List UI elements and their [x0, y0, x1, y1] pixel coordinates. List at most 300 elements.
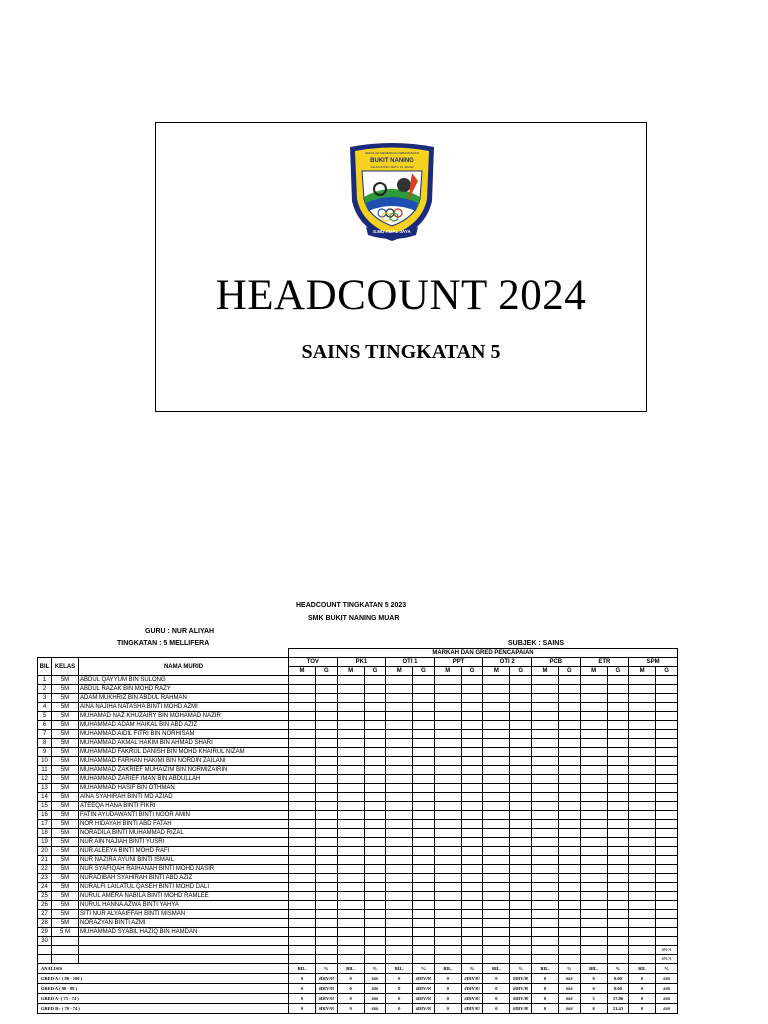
- analysis-value: ###: [558, 974, 580, 984]
- analysis-pct-header: %: [364, 964, 386, 974]
- score-cell: [607, 703, 629, 712]
- blank-cell: [531, 955, 558, 964]
- score-cell: [364, 721, 386, 730]
- student-name: AINA SYAHIRAH BINTI MD AZIAD: [79, 793, 289, 802]
- score-cell: [337, 712, 364, 721]
- score-cell: [316, 757, 338, 766]
- score-cell: [364, 694, 386, 703]
- score-cell: [580, 721, 607, 730]
- score-cell: [461, 919, 483, 928]
- score-cell: [386, 874, 413, 883]
- analysis-value: #DIV/0!: [510, 1004, 532, 1014]
- score-cell: [434, 928, 461, 937]
- score-cell: [656, 892, 678, 901]
- score-cell: [629, 712, 656, 721]
- student-kelas: 5M: [52, 775, 79, 784]
- score-cell: [510, 919, 532, 928]
- student-kelas: 5M: [52, 739, 79, 748]
- score-cell: [461, 829, 483, 838]
- student-kelas: 5M: [52, 712, 79, 721]
- score-cell: [629, 847, 656, 856]
- student-kelas: 5M: [52, 838, 79, 847]
- score-cell: [483, 802, 510, 811]
- score-cell: [413, 901, 435, 910]
- score-cell: [461, 802, 483, 811]
- student-name: ADAM MUKHRIZ BIN ABDUL RAHMAN: [79, 694, 289, 703]
- score-cell: [558, 919, 580, 928]
- score-cell: [558, 829, 580, 838]
- score-cell: [483, 901, 510, 910]
- score-cell: [364, 820, 386, 829]
- score-cell: [580, 865, 607, 874]
- student-kelas: 5M: [52, 766, 79, 775]
- score-cell: [558, 694, 580, 703]
- cover-subtitle: SAINS TINGKATAN 5: [301, 341, 501, 363]
- score-cell: [656, 838, 678, 847]
- blank-cell: [289, 955, 316, 964]
- student-kelas: 5M: [52, 694, 79, 703]
- analysis-row: [38, 984, 678, 994]
- student-name: NUR AIN NAJIAH BINTI YUSRI: [79, 838, 289, 847]
- score-cell: [580, 928, 607, 937]
- score-cell: [558, 676, 580, 685]
- analysis-value: #DIV/0!: [316, 974, 338, 984]
- score-cell: [483, 874, 510, 883]
- score-cell: [656, 883, 678, 892]
- score-cell: [558, 766, 580, 775]
- score-cell: [656, 676, 678, 685]
- blank-cell: [434, 955, 461, 964]
- analysis-value: ###: [364, 1004, 386, 1014]
- analysis-value: 0: [629, 974, 656, 984]
- analysis-pct-header: %: [510, 964, 532, 974]
- score-cell: [413, 928, 435, 937]
- analysis-value: 0: [386, 974, 413, 984]
- analysis-value: 0: [289, 984, 316, 994]
- table-row: [38, 676, 678, 685]
- score-cell: [364, 919, 386, 928]
- score-cell: [607, 901, 629, 910]
- table-row: [38, 703, 678, 712]
- score-cell: [531, 748, 558, 757]
- score-cell: [607, 892, 629, 901]
- analysis-bil-header: BIL.: [580, 964, 607, 974]
- score-cell: [629, 775, 656, 784]
- table-row: [38, 928, 678, 937]
- score-cell: [461, 910, 483, 919]
- score-cell: [461, 748, 483, 757]
- score-cell: [531, 685, 558, 694]
- analysis-value: 0: [434, 974, 461, 984]
- sheet-title: HEADCOUNT TINGKATAN 5 2023: [296, 602, 407, 609]
- score-cell: [607, 802, 629, 811]
- analysis-value: ###: [656, 1004, 678, 1014]
- analysis-grade-label: GRED A+ ( 90 - 100 ): [38, 974, 289, 984]
- score-cell: [531, 721, 558, 730]
- score-cell: [607, 793, 629, 802]
- analysis-value: 0: [483, 994, 510, 1004]
- grade-col-header: G: [558, 667, 580, 676]
- score-cell: [580, 820, 607, 829]
- score-cell: [461, 937, 483, 946]
- score-cell: [337, 856, 364, 865]
- student-bil: 28: [38, 919, 52, 928]
- score-cell: [289, 901, 316, 910]
- analysis-value: #DIV/0!: [316, 984, 338, 994]
- blank-cell: [337, 946, 364, 955]
- score-cell: [386, 910, 413, 919]
- score-cell: [656, 829, 678, 838]
- blank-cell: [316, 955, 338, 964]
- score-cell: [580, 829, 607, 838]
- student-name: NURUL HANNA AZWA BINTI YAHYA: [79, 901, 289, 910]
- mark-col-header: M: [580, 667, 607, 676]
- score-cell: [510, 730, 532, 739]
- score-cell: [558, 712, 580, 721]
- score-cell: [510, 838, 532, 847]
- score-cell: [386, 937, 413, 946]
- score-cell: [656, 694, 678, 703]
- score-cell: [607, 685, 629, 694]
- logo-school: BUKIT NANING: [370, 158, 414, 164]
- analysis-header-row: [38, 964, 678, 974]
- table-row: [38, 784, 678, 793]
- student-bil: 26: [38, 901, 52, 910]
- score-cell: [413, 802, 435, 811]
- score-cell: [434, 793, 461, 802]
- student-name: NUR NAZIRA AYUNI BINTI ISMAIL: [79, 856, 289, 865]
- score-cell: [510, 910, 532, 919]
- score-cell: [364, 739, 386, 748]
- score-cell: [386, 829, 413, 838]
- score-cell: [558, 748, 580, 757]
- score-cell: [461, 847, 483, 856]
- score-cell: [461, 757, 483, 766]
- score-cell: [558, 775, 580, 784]
- analysis-value: ###: [364, 984, 386, 994]
- student-kelas: 5M: [52, 919, 79, 928]
- score-cell: [629, 829, 656, 838]
- score-cell: [558, 856, 580, 865]
- score-cell: [580, 838, 607, 847]
- blank-cell: [413, 955, 435, 964]
- score-cell: [531, 910, 558, 919]
- na-cell: #N/A: [656, 955, 678, 964]
- analysis-value: 0: [386, 994, 413, 1004]
- score-cell: [629, 748, 656, 757]
- score-cell: [607, 766, 629, 775]
- blank-cell: [580, 946, 607, 955]
- analysis-bil-header: BIL.: [386, 964, 413, 974]
- score-cell: [337, 910, 364, 919]
- score-cell: [289, 892, 316, 901]
- score-cell: [656, 901, 678, 910]
- mark-col-header: M: [483, 667, 510, 676]
- analysis-value: 0: [386, 1004, 413, 1014]
- score-cell: [607, 883, 629, 892]
- score-cell: [386, 919, 413, 928]
- score-cell: [364, 865, 386, 874]
- score-cell: [510, 874, 532, 883]
- score-cell: [629, 928, 656, 937]
- table-row: [38, 865, 678, 874]
- score-cell: [413, 703, 435, 712]
- score-cell: [364, 802, 386, 811]
- score-cell: [629, 730, 656, 739]
- score-cell: [483, 721, 510, 730]
- score-cell: [316, 901, 338, 910]
- grade-col-header: G: [364, 667, 386, 676]
- score-cell: [531, 829, 558, 838]
- exam-header: SPM: [629, 658, 678, 667]
- student-kelas: 5M: [52, 829, 79, 838]
- score-cell: [413, 757, 435, 766]
- score-cell: [434, 856, 461, 865]
- blank-cell: [510, 955, 532, 964]
- score-cell: [629, 793, 656, 802]
- score-cell: [434, 802, 461, 811]
- score-cell: [289, 721, 316, 730]
- score-cell: [386, 802, 413, 811]
- score-cell: [316, 739, 338, 748]
- score-cell: [337, 802, 364, 811]
- score-cell: [434, 730, 461, 739]
- score-cell: [434, 874, 461, 883]
- student-bil: 1: [38, 676, 52, 685]
- score-cell: [413, 775, 435, 784]
- score-cell: [531, 919, 558, 928]
- score-cell: [337, 784, 364, 793]
- score-cell: [316, 748, 338, 757]
- score-cell: [386, 928, 413, 937]
- score-cell: [461, 811, 483, 820]
- score-cell: [531, 766, 558, 775]
- score-cell: [386, 721, 413, 730]
- student-name: FATIN AYUDAWANTI BINTI NOOR AMIN: [79, 811, 289, 820]
- mark-col-header: M: [337, 667, 364, 676]
- score-cell: [316, 892, 338, 901]
- score-cell: [316, 829, 338, 838]
- score-cell: [337, 703, 364, 712]
- score-cell: [483, 784, 510, 793]
- exam-header: OTI 1: [386, 658, 435, 667]
- student-name: MUHAMMAD FAKRUL DANISH BIN MOHD KHAIRUL NIZAM: [79, 748, 289, 757]
- score-cell: [316, 811, 338, 820]
- score-cell: [483, 766, 510, 775]
- table-row: [38, 766, 678, 775]
- school-crest-icon: [346, 141, 438, 243]
- blank-cell: [364, 955, 386, 964]
- analysis-pct-header: %: [656, 964, 678, 974]
- score-cell: [629, 739, 656, 748]
- blank-cell: [38, 955, 52, 964]
- score-cell: [364, 928, 386, 937]
- score-cell: [316, 928, 338, 937]
- student-name: MUHAMAD NAZ KHUZAIRY BIN MOHAMAD NAZIR: [79, 712, 289, 721]
- score-cell: [483, 847, 510, 856]
- score-cell: [337, 829, 364, 838]
- score-cell: [461, 928, 483, 937]
- student-kelas: 5M: [52, 820, 79, 829]
- score-cell: [607, 865, 629, 874]
- score-cell: [483, 703, 510, 712]
- score-cell: [510, 694, 532, 703]
- table-row: [38, 955, 678, 964]
- blank-cell: [413, 946, 435, 955]
- score-cell: [434, 694, 461, 703]
- score-cell: [289, 676, 316, 685]
- student-name: NUR ALEEYA BINTI MOHD RAFI: [79, 847, 289, 856]
- score-cell: [386, 676, 413, 685]
- score-cell: [580, 703, 607, 712]
- score-cell: [386, 712, 413, 721]
- score-cell: [629, 721, 656, 730]
- score-cell: [531, 847, 558, 856]
- score-cell: [607, 928, 629, 937]
- student-kelas: 5M: [52, 883, 79, 892]
- score-cell: [316, 847, 338, 856]
- score-cell: [531, 802, 558, 811]
- table-row: [38, 937, 678, 946]
- score-cell: [337, 793, 364, 802]
- score-cell: [289, 829, 316, 838]
- score-cell: [386, 685, 413, 694]
- score-cell: [316, 802, 338, 811]
- score-cell: [510, 784, 532, 793]
- analysis-value: #DIV/0!: [413, 984, 435, 994]
- analysis-value: #DIV/0!: [316, 1004, 338, 1014]
- score-cell: [461, 685, 483, 694]
- score-cell: [289, 865, 316, 874]
- score-cell: [316, 856, 338, 865]
- score-cell: [413, 847, 435, 856]
- score-cell: [413, 829, 435, 838]
- score-cell: [364, 838, 386, 847]
- score-cell: [289, 775, 316, 784]
- student-bil: 4: [38, 703, 52, 712]
- score-cell: [558, 739, 580, 748]
- score-cell: [629, 838, 656, 847]
- score-cell: [337, 892, 364, 901]
- score-cell: [364, 829, 386, 838]
- table-row: [38, 910, 678, 919]
- score-cell: [289, 712, 316, 721]
- score-cell: [434, 883, 461, 892]
- score-cell: [483, 928, 510, 937]
- score-cell: [558, 721, 580, 730]
- score-cell: [656, 865, 678, 874]
- score-cell: [510, 802, 532, 811]
- score-cell: [629, 910, 656, 919]
- exam-header: PCB: [531, 658, 580, 667]
- analysis-pct-header: %: [316, 964, 338, 974]
- student-name: MUHAMMAD AKMAL HAKIM BIN AHMAD SHARI: [79, 739, 289, 748]
- analysis-value: #DIV/0!: [461, 994, 483, 1004]
- col-kelas-header: KELAS: [52, 658, 79, 676]
- analysis-value: #DIV/0!: [510, 994, 532, 1004]
- score-cell: [364, 757, 386, 766]
- score-cell: [461, 874, 483, 883]
- score-cell: [531, 739, 558, 748]
- score-cell: [656, 757, 678, 766]
- analysis-value: 0: [531, 1004, 558, 1014]
- blank-cell: [386, 946, 413, 955]
- score-cell: [434, 847, 461, 856]
- score-cell: [413, 784, 435, 793]
- score-cell: [413, 730, 435, 739]
- score-cell: [337, 919, 364, 928]
- score-cell: [607, 874, 629, 883]
- student-name: NURUL AMERA NABILA BINTI MOHD RAMLEE: [79, 892, 289, 901]
- score-cell: [580, 784, 607, 793]
- student-kelas: 5M: [52, 676, 79, 685]
- student-kelas: [52, 937, 79, 946]
- score-cell: [413, 676, 435, 685]
- subject-label: SUBJEK : SAINS: [508, 640, 565, 647]
- score-cell: [580, 937, 607, 946]
- score-cell: [316, 883, 338, 892]
- blank-cell: [483, 946, 510, 955]
- score-cell: [558, 883, 580, 892]
- score-cell: [413, 856, 435, 865]
- blank-cell: [629, 946, 656, 955]
- score-cell: [510, 892, 532, 901]
- score-cell: [413, 685, 435, 694]
- student-kelas: 5M: [52, 802, 79, 811]
- score-cell: [483, 856, 510, 865]
- student-name: NOR HIDAYAH BINTI ABD FATAH: [79, 820, 289, 829]
- score-cell: [483, 910, 510, 919]
- score-cell: [337, 811, 364, 820]
- analysis-value: #DIV/0!: [413, 974, 435, 984]
- analysis-bil-header: BIL.: [337, 964, 364, 974]
- score-cell: [483, 937, 510, 946]
- score-cell: [289, 910, 316, 919]
- analysis-value: 0: [337, 1004, 364, 1014]
- score-cell: [483, 919, 510, 928]
- score-cell: [434, 676, 461, 685]
- blank-cell: [79, 946, 289, 955]
- score-cell: [413, 865, 435, 874]
- blank-cell: [629, 955, 656, 964]
- score-cell: [434, 910, 461, 919]
- score-cell: [607, 937, 629, 946]
- score-cell: [316, 910, 338, 919]
- score-cell: [364, 730, 386, 739]
- score-cell: [580, 883, 607, 892]
- mark-col-header: M: [289, 667, 316, 676]
- score-cell: [656, 802, 678, 811]
- student-bil: 9: [38, 748, 52, 757]
- score-cell: [629, 676, 656, 685]
- score-cell: [364, 748, 386, 757]
- analysis-value: 21.43: [607, 1004, 629, 1014]
- score-cell: [316, 874, 338, 883]
- table-row: [38, 739, 678, 748]
- score-cell: [364, 775, 386, 784]
- score-cell: [364, 793, 386, 802]
- score-cell: [656, 739, 678, 748]
- table-row: [38, 838, 678, 847]
- analysis-value: ###: [558, 984, 580, 994]
- score-cell: [510, 775, 532, 784]
- score-cell: [607, 757, 629, 766]
- score-cell: [531, 676, 558, 685]
- blank-cell: [580, 955, 607, 964]
- score-cell: [483, 892, 510, 901]
- score-cell: [607, 910, 629, 919]
- score-cell: [461, 721, 483, 730]
